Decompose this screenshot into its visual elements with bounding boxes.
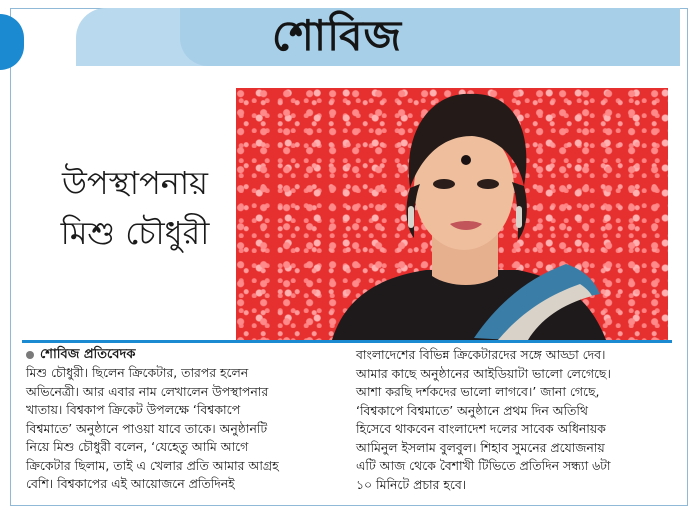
section-title: শোবিজ [272,11,403,60]
headline-line: উপস্থাপনায় [61,164,209,202]
article-photo [236,88,668,340]
text-line: ‘বিশ্বকাপে বিশ্বমাতে’ অনুষ্ঠানে প্রথম দিন অতিথি [356,402,588,418]
byline [26,345,135,364]
text-line: বিশ্বমাতে’ অনুষ্ঠানে পাওয়া যাবে তাকে। অনুষ্ঠানটি [26,420,268,436]
byline-text: শোবিজ প্রতিবেদক [40,347,136,362]
headline [30,158,240,258]
text-line: ১০ মিনিটে প্রচার হবে। [356,476,467,492]
text-line: ক্রিকেটার ছিলাম, তাই এ খেলার প্রতি আমার আগ্রহ [26,457,279,473]
section-divider [22,340,672,343]
text-line: খাতায়। বিশ্বকাপ ক্রিকেট উপলক্ষে ‘বিশ্বকাপে [26,402,241,417]
headline-line: মিশু চৌধুরী [60,214,210,252]
text-line: আশা করছি দর্শকদের ভালো লাগবে।’ জানা গেছে, [356,384,600,399]
text-line: হিসেবে থাকবেন বাংলাদেশ দলের সাবেক অধিনায়ক [356,421,606,436]
article-column-left [26,364,342,494]
section-band-inner [180,8,680,66]
bullet-icon [26,351,34,359]
text-line: বেশি। বিশ্বকাপের এই আয়োজনে প্রতিদিনই [26,476,235,491]
text-line: আমিনুল ইসলাম বুলবুল। শিহাব সুমনের প্রযোজনায় [356,439,605,455]
text-line: অভিনেত্রী। আর এবার নাম লেখালেন উপস্থাপনার [26,383,269,399]
text-line: নিয়ে মিশু চৌধুরী বলেন, ‘যেহেতু আমি আগে [26,439,249,454]
text-line: এটি আজ থেকে বৈশাখী টিভিতে প্রতিদিন সন্ধ্যা ৬টা [356,458,611,473]
article-column-right [356,346,676,494]
text-line: মিশু চৌধুরী। ছিলেন ক্রিকেটার, তারপর হলেন [26,365,249,380]
text-line: আমার কাছে অনুষ্ঠানের আইডিয়াটা ভালো লেগেছে। [356,365,611,381]
text-line: বাংলাদেশের বিভিন্ন ক্রিকেটারদের সঙ্গে আড্ডা দেব। [356,347,606,362]
portrait-illustration [236,88,668,340]
